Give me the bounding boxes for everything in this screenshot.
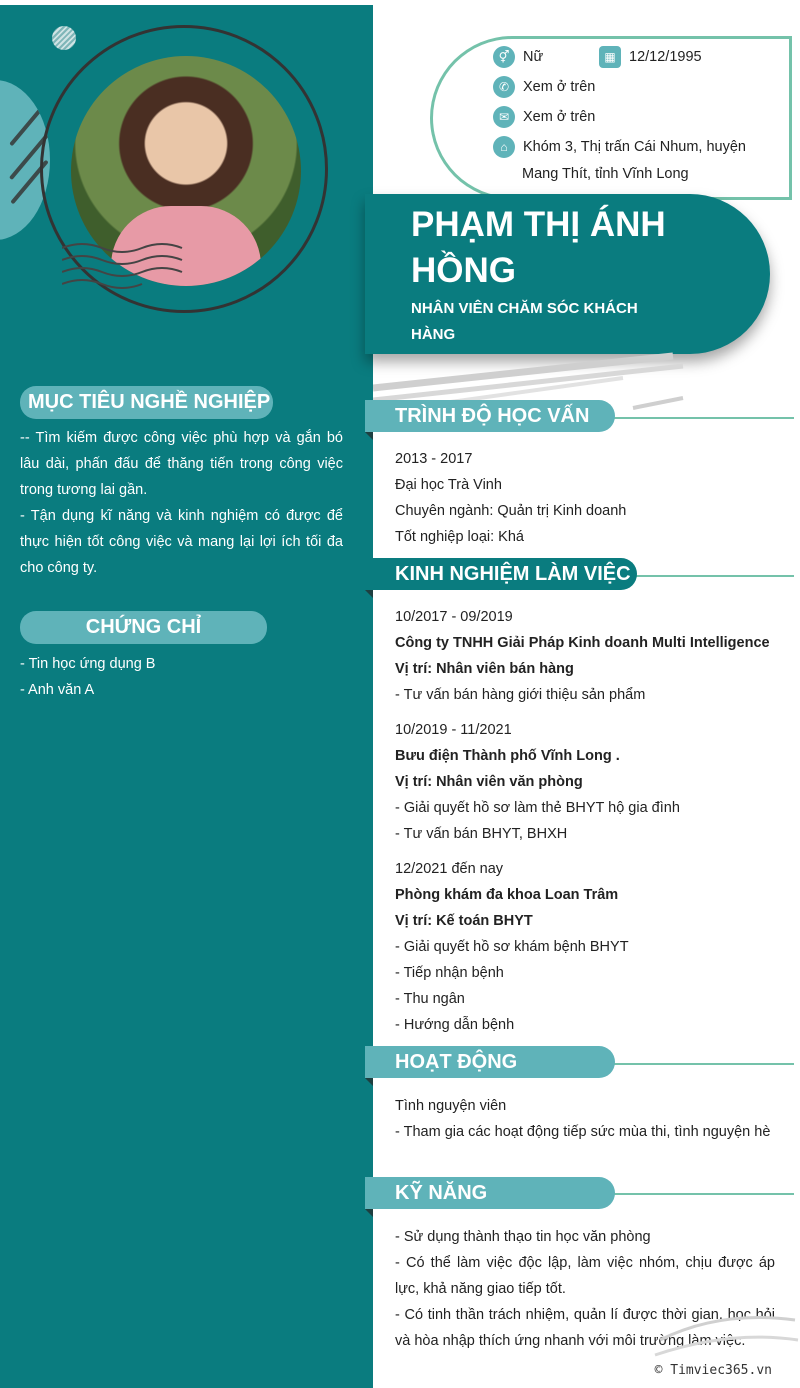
skill-item: - Sử dụng thành thạo tin học văn phòng [395, 1229, 651, 1245]
decorative-swirl [650, 1300, 800, 1370]
activity-line-1: Tình nguyện viên [395, 1098, 507, 1114]
address-line-1: Khóm 3, Thị trấn Cái Nhum, huyện [523, 139, 746, 155]
birthday-value: 12/12/1995 [629, 49, 702, 65]
job-task: - Tư vấn bán BHYT, BHXH [395, 826, 568, 842]
skill-item: - Có tinh thần trách nhiệm, quản lí được thời gian, học hỏi và hòa nhập thích ứng nhanh với môi trường làm việc. [395, 1307, 775, 1349]
education-grade: Tốt nghiệp loại: Khá [395, 529, 524, 545]
sidebar [0, 5, 373, 1388]
calendar-icon: ▦ [599, 46, 621, 68]
phone-icon: ✆ [493, 76, 515, 98]
full-name [411, 202, 711, 294]
job-line-2: HÀNG [411, 326, 456, 343]
activities-block [395, 1093, 775, 1145]
gender-value: Nữ [523, 49, 544, 65]
education-school: Đại học Trà Vinh [395, 477, 502, 493]
job-position: Vị trí: Nhân viên văn phòng [395, 774, 583, 790]
job-task: - Giải quyết hồ sơ làm thẻ BHYT hộ gia đình [395, 800, 680, 816]
skill-item: - Có thể làm việc độc lập, làm việc nhóm, chịu được áp lực, khả năng giao tiếp tốt. [395, 1255, 775, 1297]
birthday-row [599, 46, 702, 68]
education-block [395, 446, 775, 550]
job-line-1: NHÂN VIÊN CHĂM SÓC KHÁCH [411, 300, 638, 317]
job-period: 12/2021 đến nay [395, 861, 504, 877]
name-card [365, 194, 770, 354]
education-period: 2013 - 2017 [395, 451, 473, 467]
name-line-1: PHẠM THỊ ÁNH [411, 205, 666, 244]
job-company: Bưu điện Thành phố Vĩnh Long . [395, 748, 620, 764]
gender-row [493, 46, 543, 68]
activity-line-2: - Tham gia các hoạt động tiếp sức mùa thi, tình nguyện hè [395, 1124, 771, 1140]
activities-line [600, 1063, 794, 1065]
objective-paragraph-1: -- Tìm kiếm được công việc phù hợp và gắn bó lâu dài, phấn đấu để thăng tiến trong công việc trong tương lai gần. [20, 430, 343, 498]
job-task: - Giải quyết hồ sơ khám bệnh BHYT [395, 939, 629, 955]
job-position: Vị trí: Kế toán BHYT [395, 913, 533, 929]
job-company: Phòng khám đa khoa Loan Trâm [395, 887, 619, 903]
certificate-item: - Tin học ứng dụng B [20, 656, 156, 672]
activities-title: HOẠT ĐỘNG [365, 1046, 615, 1078]
job-task: - Tư vấn bán hàng giới thiệu sản phẩm [395, 687, 646, 703]
decorative-waves [62, 238, 202, 298]
experience-job-2 [395, 717, 775, 847]
footer-credit: © Timviec365.vn [654, 1363, 772, 1378]
home-icon: ⌂ [493, 136, 515, 158]
job-period: 10/2019 - 11/2021 [395, 722, 512, 738]
experience-job-1 [395, 604, 775, 708]
certificates-title: CHỨNG CHỈ [20, 611, 267, 644]
skills-line [600, 1193, 794, 1195]
education-line [600, 417, 794, 419]
experience-title: KINH NGHIỆM LÀM VIỆC [365, 558, 637, 590]
gender-icon: ⚥ [493, 46, 515, 68]
skills-title: KỸ NĂNG [365, 1177, 615, 1209]
decorative-dot [52, 26, 76, 50]
email-icon: ✉ [493, 106, 515, 128]
address-row [493, 136, 746, 158]
job-period: 10/2017 - 09/2019 [395, 609, 513, 625]
certificates-list [20, 651, 343, 703]
email-row [493, 106, 595, 128]
name-line-2: HỒNG [411, 251, 516, 290]
job-company: Công ty TNHH Giải Pháp Kinh doanh Multi Intelligence [395, 635, 770, 651]
education-major: Chuyên ngành: Quản trị Kinh doanh [395, 503, 627, 519]
email-value: Xem ở trên [523, 109, 596, 125]
address-line-2: Mang Thít, tỉnh Vĩnh Long [522, 166, 689, 182]
experience-job-3 [395, 856, 775, 1038]
objective-paragraph-2: - Tận dụng kĩ năng và kinh nghiệm có được để thực hiện tốt công việc và mang lại lợi ích tối đa cho công ty. [20, 508, 343, 576]
address-row-2 [522, 166, 689, 182]
job-task: - Tiếp nhận bệnh [395, 965, 504, 981]
certificate-item: - Anh văn A [20, 682, 95, 698]
objective-text [20, 425, 343, 581]
job-title [411, 296, 671, 348]
job-position: Vị trí: Nhân viên bán hàng [395, 661, 574, 677]
experience-line [620, 575, 794, 577]
phone-value: Xem ở trên [523, 79, 596, 95]
objective-title: MỤC TIÊU NGHỀ NGHIỆP [20, 386, 273, 419]
job-task: - Thu ngân [395, 991, 465, 1007]
phone-row [493, 76, 595, 98]
education-title: TRÌNH ĐỘ HỌC VẤN [365, 400, 615, 432]
job-task: - Hướng dẫn bệnh [395, 1017, 515, 1033]
